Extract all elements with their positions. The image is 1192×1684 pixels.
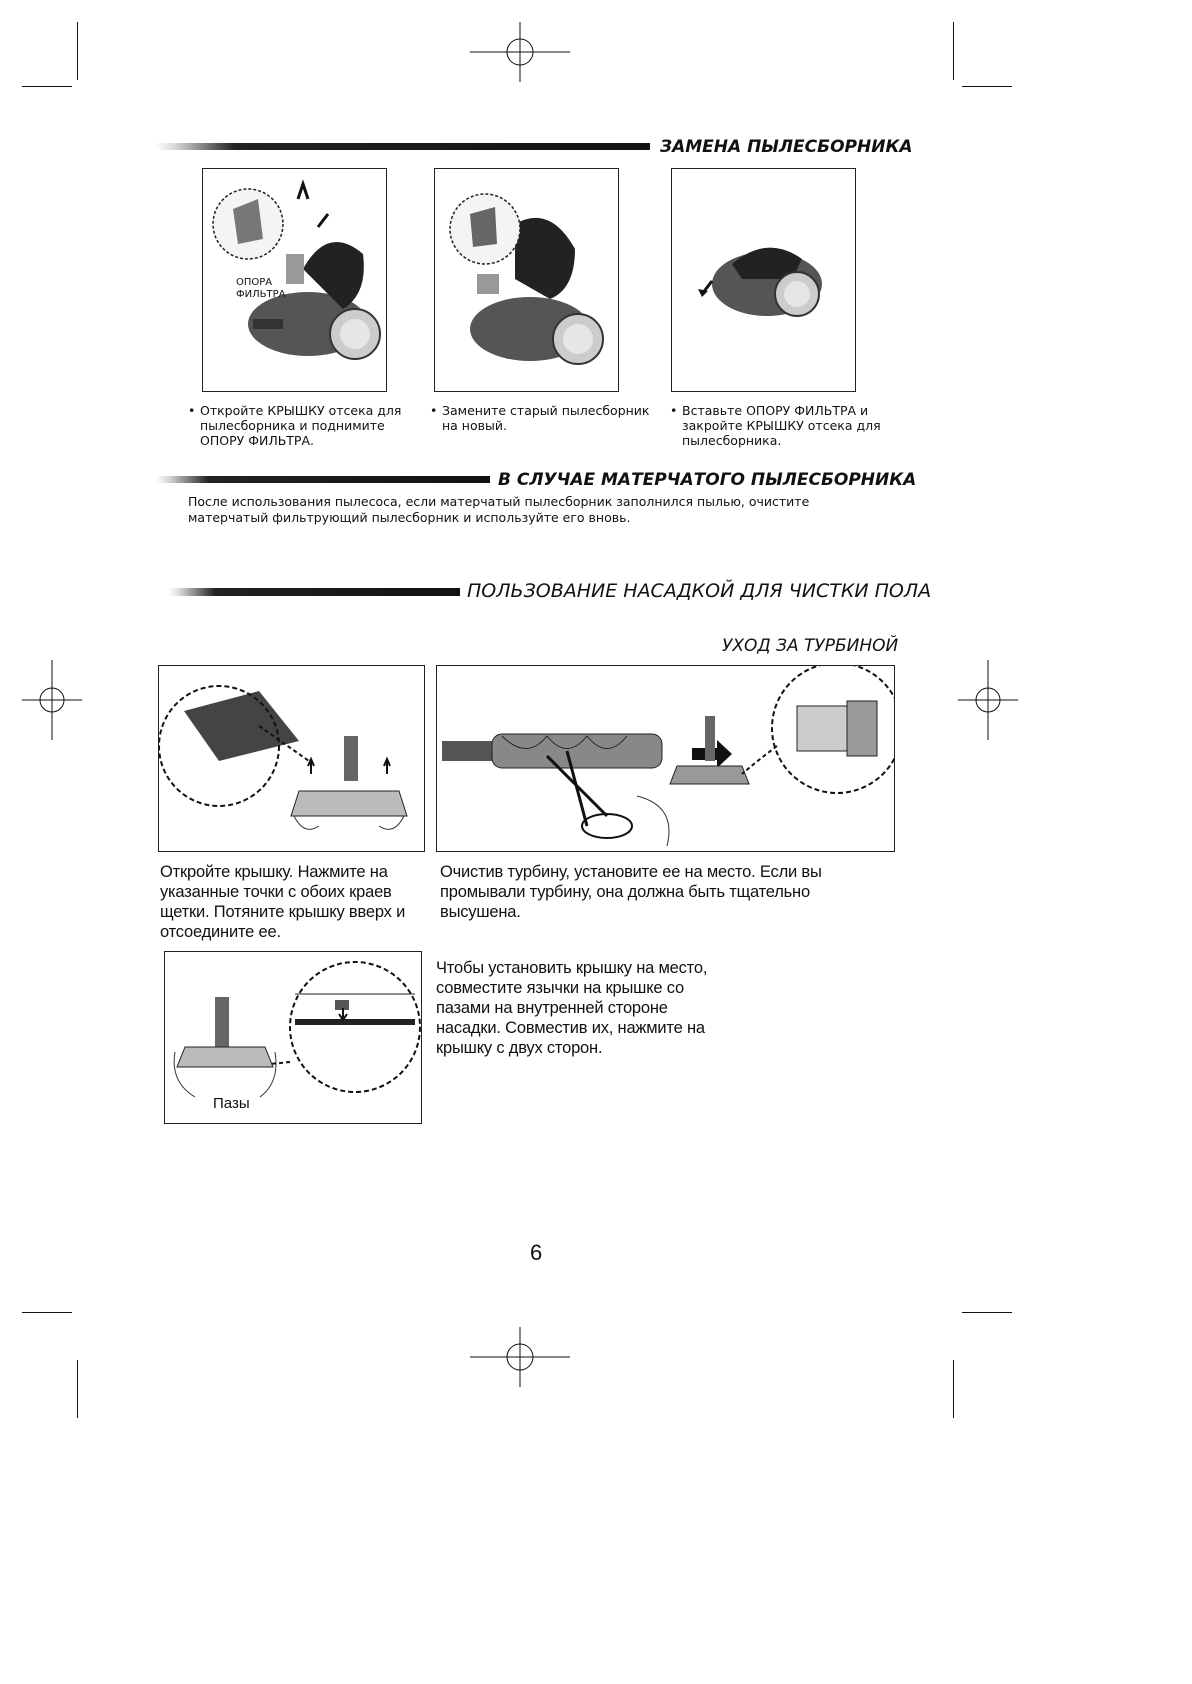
crop-mark (953, 22, 954, 80)
crop-mark (77, 22, 78, 80)
section-subtitle-turbine: УХОД ЗА ТУРБИНОЙ (722, 636, 899, 656)
section-bar (155, 476, 490, 483)
page-number: 6 (530, 1240, 543, 1265)
section-bar (155, 143, 650, 150)
crop-mark (962, 1312, 1012, 1313)
section-title-nozzle: ПОЛЬЗОВАНИЕ НАСАДКОЙ ДЛЯ ЧИСТКИ ПОЛА (467, 580, 932, 602)
figure-replace-bag (434, 168, 619, 392)
figure-open-cover (202, 168, 387, 392)
crop-mark (962, 86, 1012, 87)
step-3-text: • Вставьте ОПОРУ ФИЛЬТРА и закройте КРЫШКУ отсека для пылесборника. (670, 403, 881, 448)
figure-open-nozzle (158, 665, 425, 852)
step-2-text: • Замените старый пылесборник на новый. (430, 403, 650, 433)
nozzle-step-1-text: Откройте крышку. Нажмите на указанные точки с обоих краев щетки. Потяните крышку вверх и отсоедините ее. (160, 863, 406, 941)
slots-label: Пазы (213, 1095, 250, 1112)
section-bar (168, 588, 460, 596)
section-title-cloth: В СЛУЧАЕ МАТЕРЧАТОГО ПЫЛЕСБОРНИКА (498, 470, 917, 490)
step-1-text: • Откройте КРЫШКУ отсека для пылесборника и поднимите ОПОРУ ФИЛЬТРА. (188, 403, 402, 448)
registration-mark-icon (22, 660, 82, 740)
figure-install-cover (164, 951, 422, 1124)
nozzle-step-2-text: Очистив турбину, установите ее на место. Если вы промывали турбину, она должна быть тщательно высушена. (440, 863, 822, 921)
registration-mark-icon (470, 1327, 570, 1387)
crop-mark (22, 86, 72, 87)
crop-mark (77, 1360, 78, 1418)
crop-mark (953, 1360, 954, 1418)
registration-mark-icon (470, 22, 570, 82)
registration-mark-icon (958, 660, 1018, 740)
figure-close-cover (671, 168, 856, 392)
cloth-bag-text: После использования пылесоса, если матерчатый пылесборник заполнился пылью, очистите матерчатый фильтрующий пылесборник и используйте его вновь. (188, 494, 810, 525)
section-title-bag: ЗАМЕНА ПЫЛЕСБОРНИКА (660, 137, 913, 157)
nozzle-step-3-text: Чтобы установить крышку на место, совместите язычки на крышке со пазами на внутренней стороне насадки. Совместив их, нажмите на крышку с двух сторон. (436, 959, 708, 1057)
figure-turbine (436, 665, 895, 852)
filter-support-label: ОПОРА ФИЛЬТРА (236, 277, 286, 300)
crop-mark (22, 1312, 72, 1313)
